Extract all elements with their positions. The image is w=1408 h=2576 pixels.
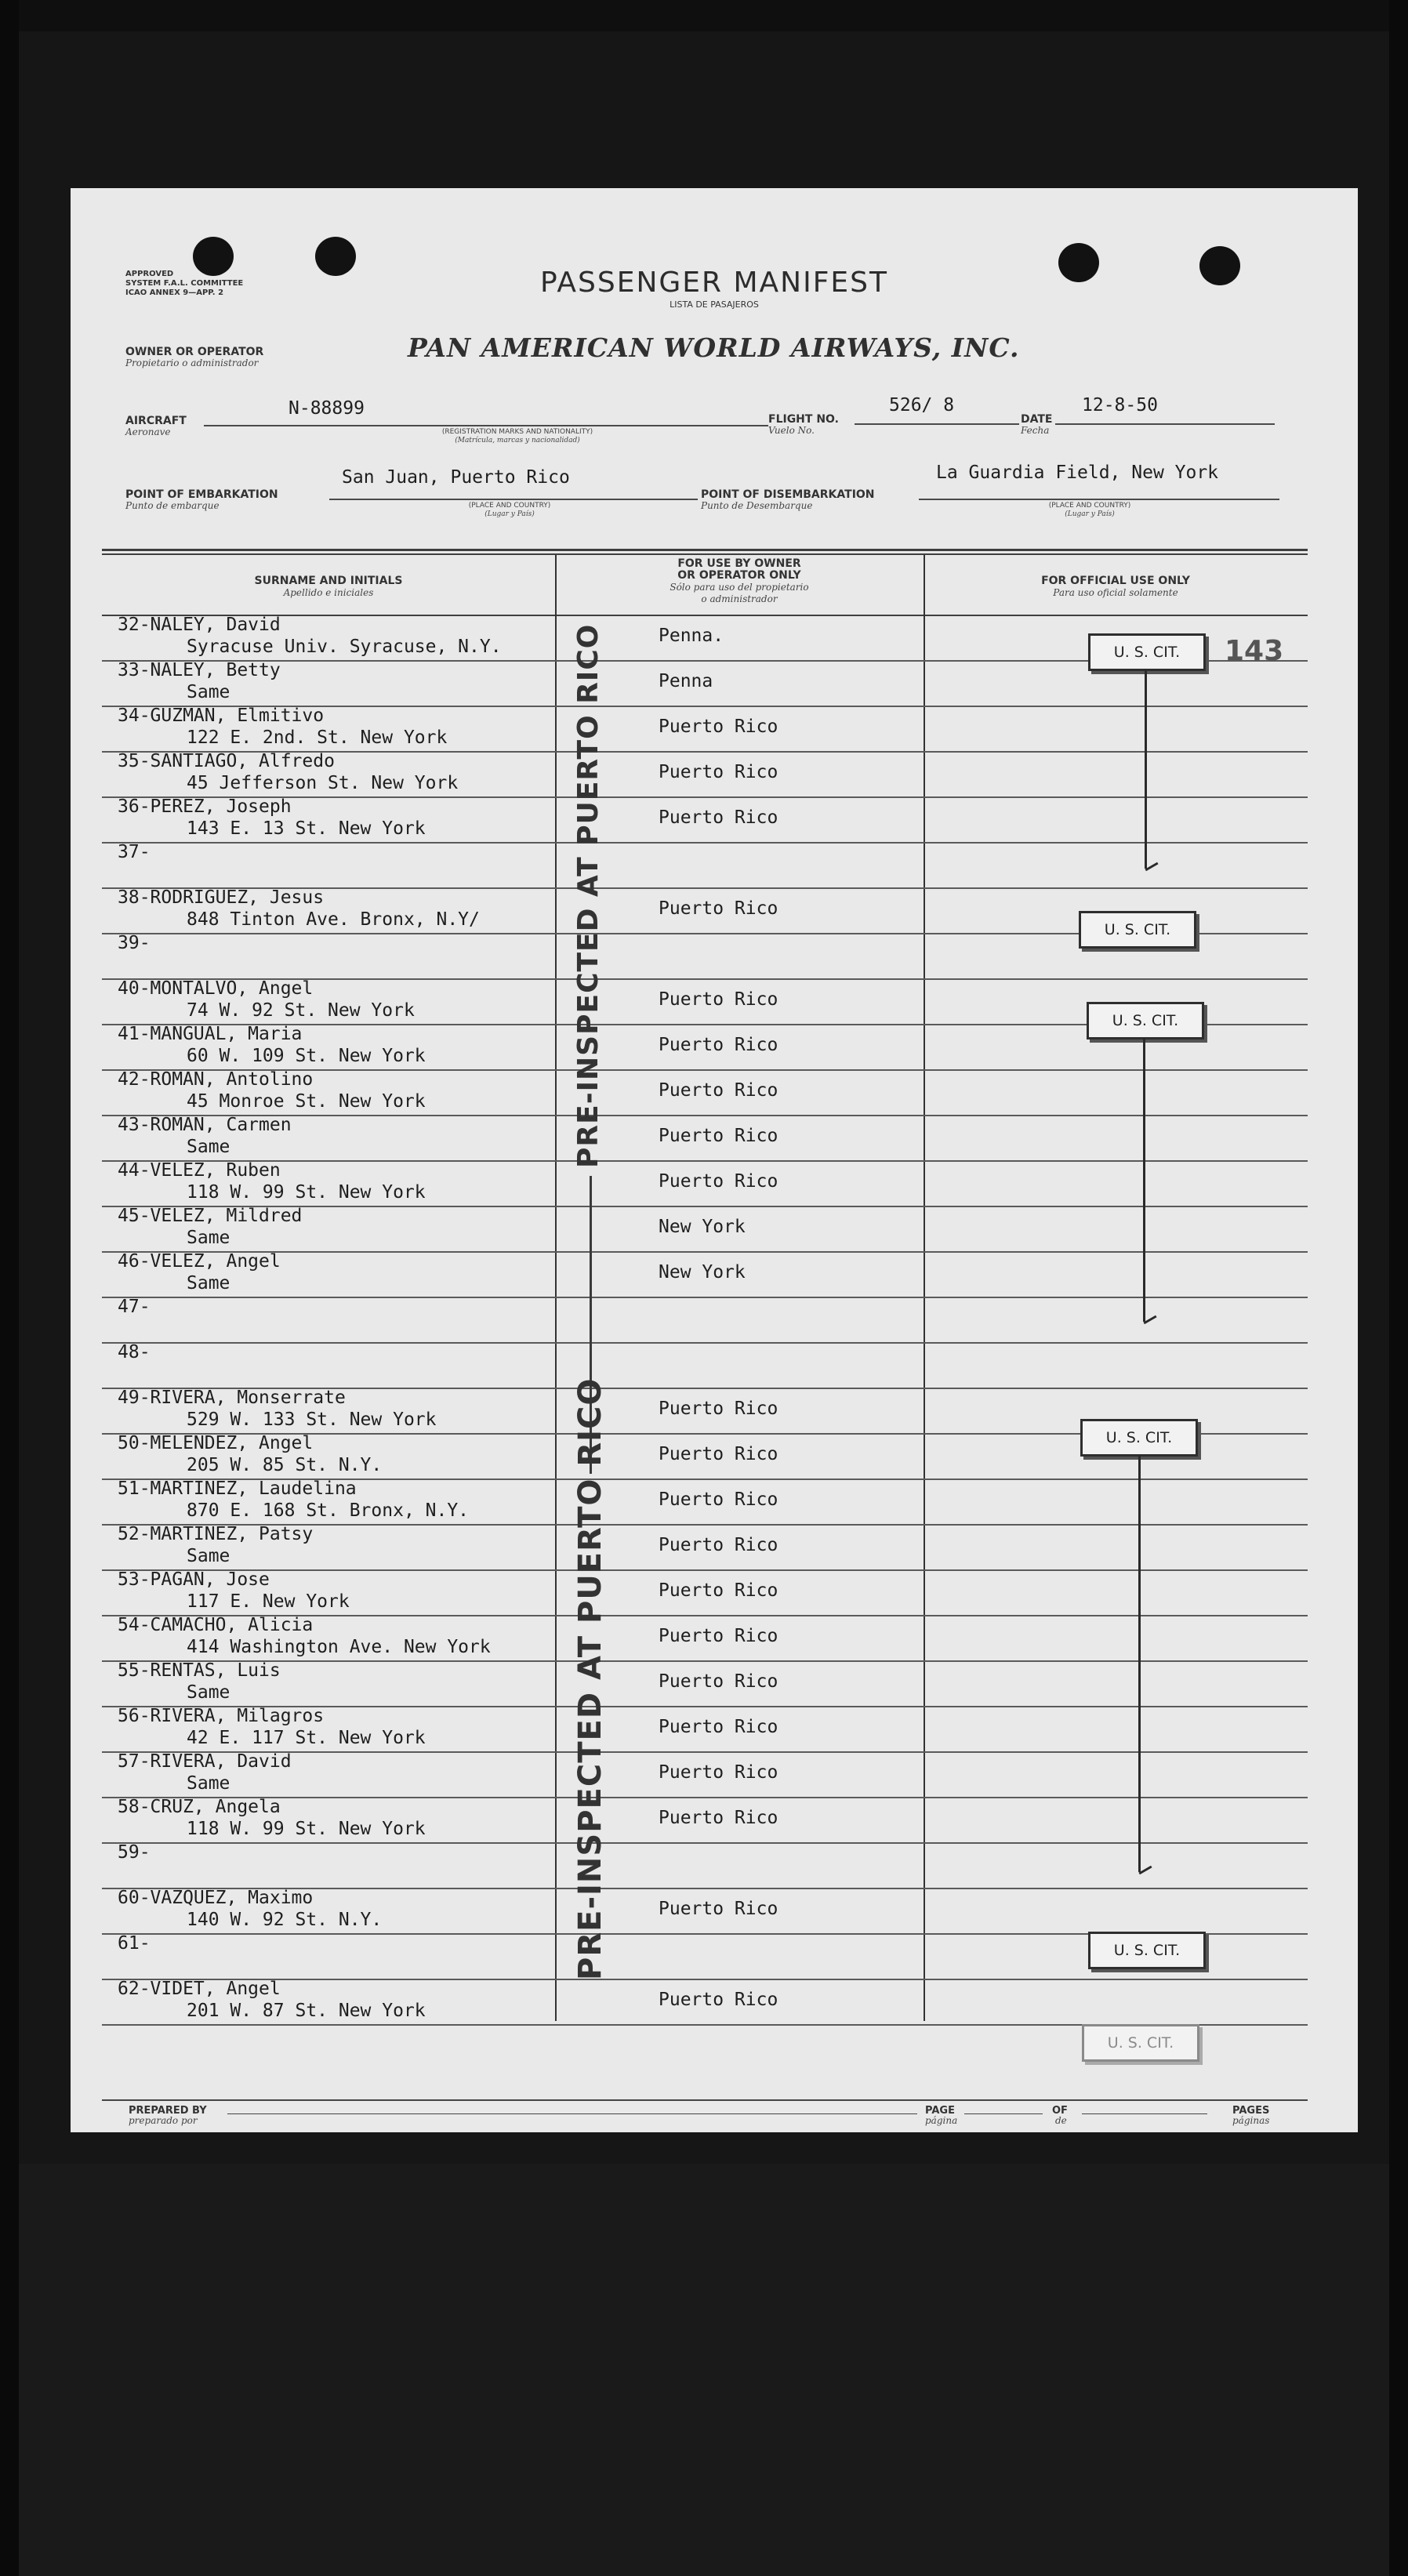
disembark-place-note-es: (Lugar y País)	[1065, 510, 1115, 518]
passenger-residence: Penna	[659, 671, 713, 691]
passenger-residence: Puerto Rico	[659, 1126, 778, 1146]
embark-rule	[329, 499, 698, 500]
table-row	[102, 1569, 1308, 1616]
flight-label: FLIGHT NO.	[768, 413, 839, 426]
table-row	[102, 1797, 1308, 1844]
column-header-owner-es: Sólo para uso del propietario	[670, 582, 809, 593]
table-top-rule-2	[102, 553, 1308, 555]
passenger-residence: Puerto Rico	[659, 1808, 778, 1828]
table-row	[102, 1251, 1308, 1298]
column-header-surname-es: Apellido e iniciales	[283, 587, 374, 598]
passenger-name: 61-	[118, 1933, 151, 1954]
disembark-rule	[919, 499, 1279, 500]
passenger-residence: Puerto Rico	[659, 1762, 778, 1783]
embark-place-note-es: (Lugar y País)	[484, 510, 535, 518]
date-label-es: Fecha	[1021, 425, 1050, 436]
passenger-address: Same	[187, 682, 230, 702]
registration-note-es: (Matrícula, marcas y nacionalidad)	[455, 437, 580, 444]
pages-label-es: páginas	[1232, 2115, 1270, 2126]
passenger-name: 62-VIDET, Angel	[118, 1979, 281, 1999]
table-row	[102, 1842, 1308, 1889]
table-row	[102, 706, 1308, 753]
registration-note-en: (REGISTRATION MARKS AND NATIONALITY)	[441, 428, 593, 436]
disembark-place-note	[1019, 502, 1160, 519]
passenger-name: 36-PEREZ, Joseph	[118, 796, 292, 817]
passenger-name: 42-ROMAN, Antolino	[118, 1069, 314, 1090]
of-label: OF	[1052, 2105, 1068, 2117]
passenger-residence: Penna.	[659, 626, 724, 646]
passenger-address: Same	[187, 1546, 230, 1566]
passenger-residence: Puerto Rico	[659, 1035, 778, 1055]
approval-line: APPROVED	[125, 270, 174, 278]
passenger-address: 45 Monroe St. New York	[187, 1091, 426, 1112]
passenger-address: Same	[187, 1228, 230, 1248]
table-row	[102, 1751, 1308, 1798]
aircraft-label: AIRCRAFT	[125, 415, 187, 427]
passenger-name: 41-MANGUAL, Maria	[118, 1024, 303, 1044]
passenger-address: Same	[187, 1273, 230, 1293]
embark-value: San Juan, Puerto Rico	[342, 467, 570, 488]
passenger-name: 47-	[118, 1297, 151, 1317]
table-row	[102, 842, 1308, 889]
date-value: 12-8-50	[1082, 395, 1158, 415]
page-count-number: 143	[1225, 635, 1284, 667]
embark-label-es: Punto de embarque	[125, 500, 220, 511]
pages-label: PAGES	[1232, 2105, 1270, 2117]
passenger-name: 44-VELEZ, Ruben	[118, 1160, 281, 1181]
film-right-edge	[1389, 0, 1408, 2576]
film-top-band	[0, 0, 1408, 31]
passenger-name: 37-	[118, 842, 151, 862]
pre-inspected-stamp-bottom: PRE-INSPECTED AT PUERTO RICO	[572, 1377, 608, 1980]
table-row	[102, 1888, 1308, 1935]
table-row	[102, 1115, 1308, 1162]
page-label-es: página	[925, 2115, 958, 2126]
embark-place-note-en: (PLACE AND COUNTRY)	[468, 502, 551, 510]
column-header-owner-line: FOR USE BY OWNER	[677, 557, 801, 570]
date-label: DATE	[1021, 413, 1053, 426]
passenger-name: 53-PAGAN, Jose	[118, 1569, 270, 1590]
passenger-address: 118 W. 99 St. New York	[187, 1819, 426, 1839]
column-header-owner-es: o administrador	[701, 593, 778, 604]
flight-label-es: Vuelo No.	[768, 425, 815, 436]
passenger-residence: Puerto Rico	[659, 762, 778, 782]
column-header-surname-en: SURNAME AND INITIALS	[254, 575, 403, 587]
passenger-name: 46-VELEZ, Angel	[118, 1251, 281, 1272]
passenger-name: 50-MELENDEZ, Angel	[118, 1433, 314, 1453]
passenger-name: 55-RENTAS, Luis	[118, 1660, 281, 1681]
page-subtitle: LISTA DE PASAJEROS	[670, 299, 759, 310]
table-row	[102, 796, 1308, 844]
passenger-name: 38-RODRIGUEZ, Jesus	[118, 887, 325, 908]
passenger-name: 39-	[118, 933, 151, 953]
passenger-residence: Puerto Rico	[659, 1171, 778, 1192]
table-row	[102, 1615, 1308, 1662]
citizen-bracket-line	[1138, 1455, 1141, 1872]
passenger-residence: Puerto Rico	[659, 717, 778, 737]
passenger-name: 60-VAZQUEZ, Maximo	[118, 1888, 314, 1908]
passenger-address: Same	[187, 1773, 230, 1794]
table-row	[102, 1342, 1308, 1389]
passenger-address: Syracuse Univ. Syracuse, N.Y.	[187, 637, 502, 657]
table-row	[102, 1206, 1308, 1253]
table-row	[102, 1660, 1308, 1707]
passenger-address: 140 W. 92 St. N.Y.	[187, 1910, 383, 1930]
passenger-name: 52-MARTINEZ, Patsy	[118, 1524, 314, 1544]
table-row	[102, 751, 1308, 798]
date-rule	[1055, 423, 1275, 425]
embark-label: POINT OF EMBARKATION	[125, 488, 278, 501]
operator-name: PAN AMERICAN WORLD AIRWAYS, INC.	[408, 332, 1020, 363]
citizen-bracket-line	[1145, 669, 1147, 869]
table-row	[102, 1979, 1308, 2026]
passenger-address: Same	[187, 1137, 230, 1157]
passenger-residence: Puerto Rico	[659, 1899, 778, 1919]
table-row	[102, 1478, 1308, 1526]
flight-value: 526/ 8	[889, 395, 955, 415]
us-citizen-stamp-faded: U. S. CIT.	[1082, 2024, 1199, 2062]
passenger-address: 118 W. 99 St. New York	[187, 1182, 426, 1203]
passenger-name: 40-MONTALVO, Angel	[118, 978, 314, 999]
column-header-owner-use	[555, 558, 924, 605]
citizen-bracket-line	[1143, 1038, 1145, 1322]
footer-top-rule	[102, 2099, 1308, 2101]
owner-label-es: Propietario o administrador	[125, 357, 259, 368]
manifest-sheet	[71, 188, 1358, 2132]
passenger-name: 51-MARTINEZ, Laudelina	[118, 1478, 357, 1499]
passenger-residence: Puerto Rico	[659, 1626, 778, 1646]
us-citizen-stamp: U. S. CIT.	[1088, 633, 1206, 671]
page-rule	[964, 2113, 1043, 2114]
passenger-address: 201 W. 87 St. New York	[187, 2001, 426, 2021]
passenger-name: 35-SANTIAGO, Alfredo	[118, 751, 335, 771]
prepared-rule	[227, 2113, 917, 2114]
passenger-residence: Puerto Rico	[659, 1444, 778, 1464]
table-top-rule	[102, 549, 1308, 551]
table-row	[102, 1160, 1308, 1207]
passenger-residence: Puerto Rico	[659, 898, 778, 919]
passenger-residence: Puerto Rico	[659, 807, 778, 828]
passenger-address: 205 W. 85 St. N.Y.	[187, 1455, 383, 1475]
passenger-name: 33-NALEY, Betty	[118, 660, 281, 680]
passenger-name: 56-RIVERA, Milagros	[118, 1706, 325, 1726]
pre-inspected-stamp-top: PRE-INSPECTED AT PUERTO RICO	[572, 623, 604, 1168]
passenger-name: 49-RIVERA, Monserrate	[118, 1388, 346, 1408]
passenger-address: 143 E. 13 St. New York	[187, 818, 426, 839]
column-header-surname	[102, 575, 555, 599]
us-citizen-stamp: U. S. CIT.	[1079, 911, 1196, 949]
passenger-name: 43-ROMAN, Carmen	[118, 1115, 292, 1135]
passenger-address: 60 W. 109 St. New York	[187, 1046, 426, 1066]
passenger-residence: Puerto Rico	[659, 989, 778, 1010]
passenger-residence: Puerto Rico	[659, 1717, 778, 1737]
passenger-address: 870 E. 168 St. Bronx, N.Y.	[187, 1500, 470, 1521]
passenger-residence: Puerto Rico	[659, 1080, 778, 1101]
approval-line: ICAO ANNEX 9—APP. 2	[125, 288, 224, 297]
aircraft-value: N-88899	[288, 398, 365, 419]
passenger-name: 34-GUZMAN, Elmitivo	[118, 706, 325, 726]
column-header-official-es: Para uso oficial solamente	[1053, 587, 1178, 598]
passenger-address: 45 Jefferson St. New York	[187, 773, 459, 793]
passenger-residence: Puerto Rico	[659, 1990, 778, 2010]
passenger-name: 54-CAMACHO, Alicia	[118, 1615, 314, 1635]
page-label: PAGE	[925, 2105, 955, 2117]
of-rule	[1082, 2113, 1207, 2114]
passenger-residence: Puerto Rico	[659, 1535, 778, 1555]
disembark-label: POINT OF DISEMBARKATION	[701, 488, 875, 501]
us-citizen-stamp: U. S. CIT.	[1088, 1932, 1206, 1969]
passenger-address: 848 Tinton Ave. Bronx, N.Y/	[187, 909, 480, 930]
us-citizen-stamp: U. S. CIT.	[1087, 1002, 1204, 1039]
passenger-table	[102, 549, 1308, 2052]
passenger-name: 32-NALEY, David	[118, 615, 281, 635]
column-header-owner-line: OR OPERATOR ONLY	[677, 569, 801, 582]
passenger-name: 57-RIVERA, David	[118, 1751, 292, 1772]
column-header-official-en: FOR OFFICIAL USE ONLY	[1041, 575, 1190, 587]
aircraft-label-es: Aeronave	[125, 426, 171, 437]
approval-line: SYSTEM F.A.L. COMMITTEE	[125, 279, 244, 288]
prepared-label: PREPARED BY	[129, 2105, 207, 2117]
film-left-edge	[0, 0, 19, 2576]
passenger-address: 414 Washington Ave. New York	[187, 1637, 491, 1657]
passenger-name: 58-CRUZ, Angela	[118, 1797, 281, 1817]
passenger-residence: Puerto Rico	[659, 1671, 778, 1692]
flight-rule	[855, 423, 1019, 425]
passenger-name: 45-VELEZ, Mildred	[118, 1206, 303, 1226]
passenger-address: Same	[187, 1682, 230, 1703]
disembark-label-es: Punto de Desembarque	[701, 500, 813, 511]
passenger-residence: Puerto Rico	[659, 1580, 778, 1601]
disembark-value: La Guardia Field, New York	[936, 463, 1219, 483]
passenger-residence: New York	[659, 1262, 746, 1283]
passenger-residence: Puerto Rico	[659, 1399, 778, 1419]
passenger-name: 59-	[118, 1842, 151, 1863]
passenger-name: 48-	[118, 1342, 151, 1362]
table-row	[102, 1706, 1308, 1753]
passenger-address: 529 W. 133 St. New York	[187, 1410, 437, 1430]
passenger-address: 42 E. 117 St. New York	[187, 1728, 426, 1748]
of-label-es: de	[1055, 2115, 1067, 2126]
aircraft-rule	[204, 425, 768, 426]
table-row	[102, 1069, 1308, 1116]
passenger-residence: Puerto Rico	[659, 1489, 778, 1510]
passenger-residence: New York	[659, 1217, 746, 1237]
disembark-place-note-en: (PLACE AND COUNTRY)	[1048, 502, 1131, 510]
passenger-address: 122 E. 2nd. St. New York	[187, 727, 448, 748]
owner-label: OWNER OR OPERATOR	[125, 346, 264, 358]
table-row	[102, 1524, 1308, 1571]
embark-place-note	[439, 502, 580, 519]
passenger-address: 74 W. 92 St. New York	[187, 1000, 415, 1021]
prepared-label-es: preparado por	[129, 2115, 198, 2126]
us-citizen-stamp: U. S. CIT.	[1080, 1419, 1198, 1457]
page-title: PASSENGER MANIFEST	[539, 267, 889, 299]
table-row	[102, 1297, 1308, 1344]
film-bottom-band	[0, 2164, 1408, 2576]
registration-note	[400, 428, 635, 445]
passenger-address: 117 E. New York	[187, 1591, 350, 1612]
column-header-official	[924, 575, 1308, 599]
